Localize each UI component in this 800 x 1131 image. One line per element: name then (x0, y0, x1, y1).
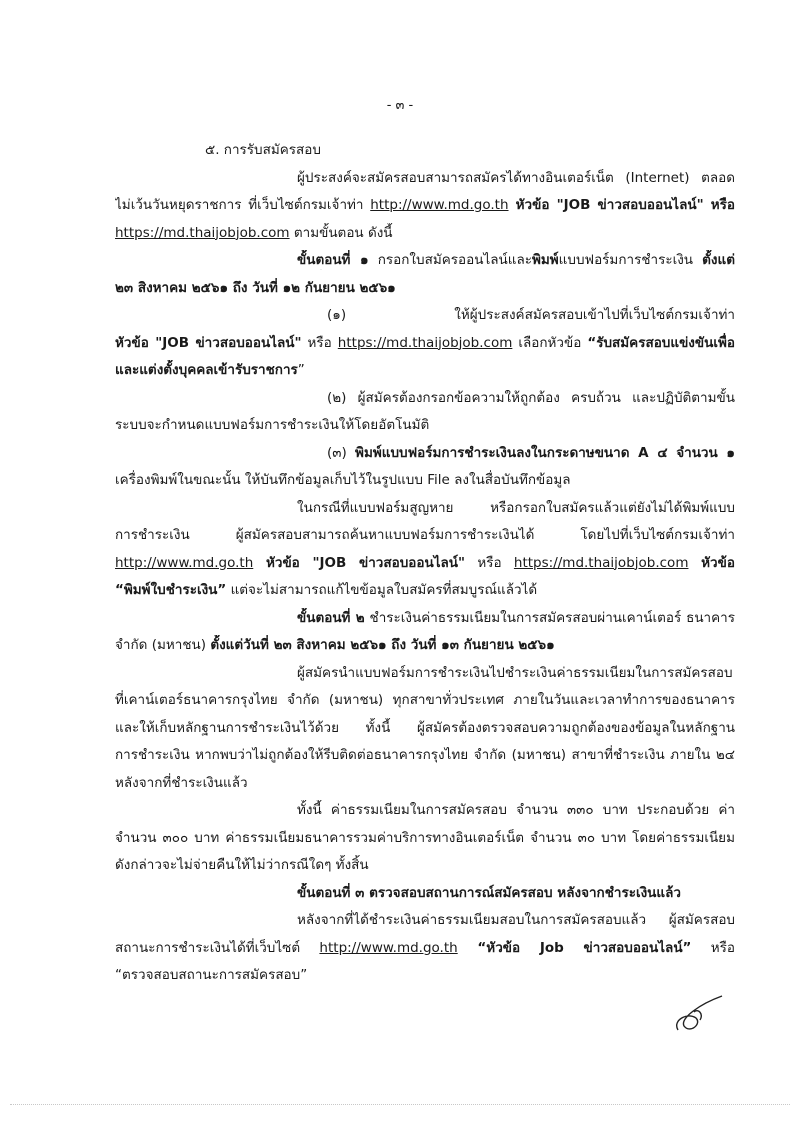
url-link[interactable]: http://www.md.go.th (370, 197, 509, 213)
text-line (297, 250, 735, 270)
bold-text: พิมพ์แบบฟอร์มการชำระเงินลงในกระดาษขนาด A ๔ จำนวน ๑ (355, 444, 735, 461)
text: สถานะการชำระเงินได้ที่เว็บไซต์ (115, 939, 320, 956)
text: การชำระเงิน ผู้สมัครสอบสามารถค้นหาแบบฟอร์มการชำระเงินได้ โดยไปที่เว็บไซต์กรมเจ้าท่า (115, 527, 735, 543)
bold-text: พิมพ์ (531, 252, 559, 268)
text: ผู้ประสงค์จะสมัครสอบสามารถสมัครได้ทางอินเตอร์เน็ต (Internet) ตลอด (297, 169, 735, 186)
text: แต่จะไม่สามารถแก้ไขข้อมูลใบสมัครที่สมบูรณ์แล้วได้ (226, 582, 538, 598)
text: ชำระเงินค่าธรรมเนียมในการสมัครสอบผ่านเคาน์เตอร์ ธนาคาร (369, 609, 735, 626)
text: หรือ (301, 334, 338, 351)
bold-text: ขั้นตอนที่ ๒ (297, 609, 365, 626)
text-line (297, 663, 735, 683)
url-link[interactable]: https://md.thaijobjob.com (513, 554, 689, 571)
bold-text: หัวข้อ "JOB ข่าวสอบออนไลน์" (253, 554, 466, 571)
text: หลังจากที่ชำระเงินแล้ว (115, 774, 248, 791)
text: ทั้งนี้ ค่าธรรมเนียมในการสมัครสอบ จำนวน ๓๓๐ บาท ประกอบด้วย ค่า (297, 802, 735, 818)
text-line (115, 745, 735, 765)
page-number: - ๓ - (386, 98, 414, 113)
text-line (297, 910, 735, 930)
text-line (115, 415, 735, 435)
text-line (115, 580, 735, 600)
text: จำนวน ๓๐๐ บาท ค่าธรรมเนียมธนาคารรวมค่าบริการทางอินเตอร์เน็ต จำนวน ๓๐ บาท โดยค่าธรรมเนียม (115, 829, 735, 846)
text: (๓) (327, 444, 356, 461)
text-line (115, 635, 735, 655)
text: ที่เคาน์เตอร์ธนาคารกรุงไทย จำกัด (มหาชน) ทุกสาขาทั่วประเทศ ภายในวันและเวลาทำการของธนาคาร (115, 692, 735, 708)
text-line (115, 525, 735, 545)
text-line (297, 800, 735, 820)
url-link[interactable]: http://www.md.go.th (319, 939, 458, 956)
text-line (115, 690, 735, 710)
text-line (115, 965, 735, 985)
text-line (115, 470, 735, 490)
text-line (115, 195, 735, 215)
text-line (327, 388, 735, 408)
bold-text: ขั้นตอนที่ ๓ ตรวจสอบสถานการณ์สมัครสอบ หลังจากชำระเงินแล้ว (297, 884, 681, 901)
text: (๑) ให้ผู้ประสงค์สมัครสอบเข้าไปที่เว็บไซต์กรมเจ้าท่า (327, 307, 735, 323)
text: ระบบจะกำหนดแบบฟอร์มการชำระเงินให้โดยอัตโนมัติ (115, 417, 430, 433)
text-line (115, 333, 735, 353)
text: หรือ (691, 939, 735, 956)
text-line (115, 223, 735, 243)
url-link[interactable]: https://md.thaijobjob.com (337, 334, 513, 351)
signature-initials (670, 990, 730, 1040)
text-line (327, 443, 735, 463)
text-line (115, 828, 735, 848)
text: “ตรวจสอบสถานะการสมัครสอบ” (115, 967, 308, 983)
text: หรือ (465, 554, 514, 571)
text: แบบฟอร์มการชำระเงิน (558, 252, 703, 268)
bold-text: ตั้งแต่ (702, 252, 735, 268)
text-line (115, 360, 735, 380)
text: ในกรณีที่แบบฟอร์มสูญหาย หรือกรอกใบสมัครแล้วแต่ยังไม่ได้พิมพ์แบบ (297, 499, 735, 516)
text: ไม่เว้นวันหยุดราชการ ที่เว็บไซต์กรมเจ้าท่า (115, 197, 371, 213)
bold-text: “รับสมัครสอบแข่งขันเพื่อ (587, 334, 735, 351)
bold-text: หัวข้อ (688, 554, 735, 571)
text: กรอกใบสมัครออนไลน์และ (368, 252, 532, 268)
text-line (115, 773, 735, 793)
bold-text: ตั้งแต่วันที่ ๒๓ สิงหาคม ๒๕๖๑ ถึง วันที่ ๑๓ กันยายน ๒๕๖๑ (210, 637, 555, 653)
url-link[interactable]: https://md.thaijobjob.com (115, 224, 290, 241)
bold-text: และแต่งตั้งบุคคลเข้ารับราชการ (115, 362, 298, 378)
text-line (297, 498, 735, 518)
text: และให้เก็บหลักฐานการชำระเงินไว้ด้วย ทั้งนี้ ผู้สมัครต้องตรวจสอบความถูกต้องของข้อมูลในหลักฐาน (115, 719, 735, 736)
text: ดังกล่าวจะไม่จ่ายคืนให้ไม่ว่ากรณีใดๆ ทั้งสิ้น (115, 857, 369, 873)
bold-text: ๒๓ สิงหาคม ๒๕๖๑ ถึง วันที่ ๑๒ กันยายน ๒๕๖๑ (115, 279, 396, 296)
text: การชำระเงิน หากพบว่าไม่ถูกต้องให้รีบติดต่อธนาคารกรุงไทย จำกัด (มหาชน) สาขาที่ชำระเงิน ภายใน ๒๔ (115, 747, 735, 763)
text-line (297, 608, 735, 628)
text-line (115, 855, 735, 875)
text-line (297, 883, 735, 903)
text: เลือกหัวข้อ (512, 334, 588, 351)
text-line (297, 168, 735, 188)
bold-text: “หัวข้อ Job ข่าวสอบออนไลน์” (457, 939, 692, 956)
bold-text: หัวข้อ "JOB ข่าวสอบออนไลน์" (115, 334, 302, 351)
bold-text: “พิมพ์ใบชำระเงิน” (115, 582, 227, 598)
text-line (115, 938, 735, 958)
text: เครื่องพิมพ์ในขณะนั้น ให้บันทึกข้อมูลเก็บไว้ในรูปแบบ File ลงในสื่อบันทึกข้อมูล (115, 472, 571, 488)
text-line (115, 718, 735, 738)
text: ตามขั้นตอน ดังนี้ (289, 224, 393, 241)
text-line (327, 305, 735, 325)
text: (๒) ผู้สมัครต้องกรอกข้อความให้ถูกต้อง ครบถ้วน และปฏิบัติตามขั้น (327, 389, 735, 406)
scan-edge-dots (10, 1104, 790, 1105)
url-link[interactable]: http://www.md.go.th (115, 554, 254, 571)
text-line (115, 278, 735, 298)
text: หลังจากที่ได้ชำระเงินค่าธรรมเนียมสอบในการสมัครสอบแล้ว ผู้สมัครสอบ (297, 912, 735, 928)
bold-text: หัวข้อ "JOB ข่าวสอบออนไลน์" หรือ (508, 197, 735, 213)
text: ผู้สมัครนำแบบฟอร์มการชำระเงินไปชำระเงินค่าธรรมเนียมในการสมัครสอบ (297, 664, 733, 681)
bold-text: ขั้นตอนที่ ๑ (297, 252, 369, 268)
text: ” (297, 362, 305, 378)
text: ๕. การรับสมัครสอบ (205, 142, 321, 158)
text-line (205, 140, 735, 160)
text: จำกัด (มหาชน) (115, 637, 211, 653)
text-line (115, 553, 735, 573)
